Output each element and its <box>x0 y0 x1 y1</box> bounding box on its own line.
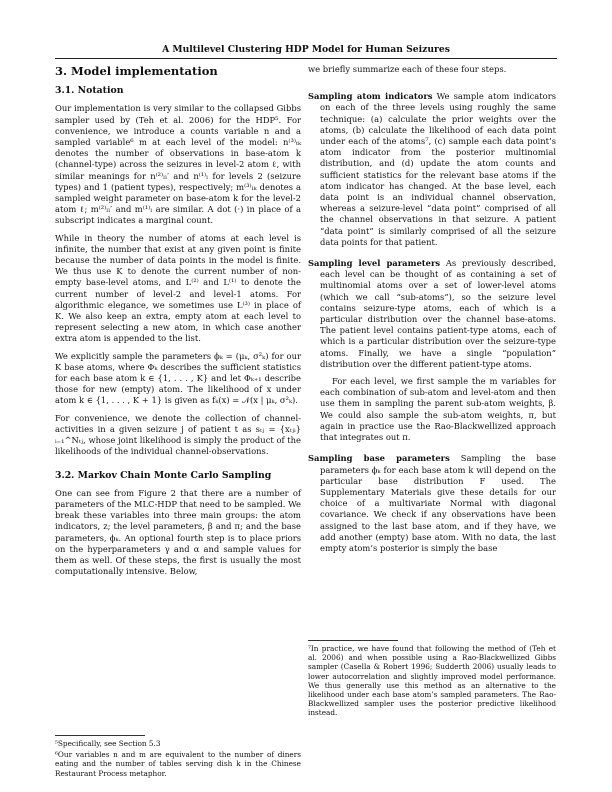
footnotes-left <box>55 735 301 780</box>
footnote-rule <box>55 735 145 736</box>
level-parameters-paragraph <box>308 258 556 370</box>
notation-paragraph-1: Our implementation is very similar to the collapsed Gibbs sampler used by (Teh et al. 2006) for the HDP⁵. For convenience, we introduce a counts variable n and a sampled variable⁶ m at each level of the model: n⁽³⁾ₜₖ denotes the number of observations in base-atom k (channel-type) across the seizures in level-2 atom ℓ, with similar meanings for n⁽²⁾ₗₗ′ and n⁽¹⁾ₗ for levels 2 (seizure types) and 1 (patient types), respectively; m⁽³⁾ₗₖ denotes a sampled weight parameter on base-atom k for the level-2 atom ℓ; m⁽²⁾ₗₗ′ and m⁽¹⁾ₗ are similar. A dot (·) in place of a subscript indicates a marginal count. <box>55 103 301 226</box>
notation-paragraph-2: While in theory the number of atoms at each level is infinite, the number that exist at any given point is finite because the number of data points in the model is finite. We thus use K to denote the current number of non-empty base-level atoms, and L⁽²⁾ and L⁽¹⁾ to denote the current number of level-2 and level-1 atoms. For algorithmic elegance, we sometimes use L⁽³⁾ in place of K. We also keep an extra, empty atom at each level to represent selecting a new atom, in which case another extra atom is appended to the list. <box>55 232 301 344</box>
footnote-7: ⁷In practice, we have found that following the method of (Teh et al. 2006) and when possible using a Rao-Blackwellized Gibbs sampler (Casella & Robert 1996; Sudderth 2006) usually leads to lower autocorrelation and slightly improved model performance. We thus generally use this method as an alternative to the likelihood under each base atom’s sampled parameters. The Rao-Blackwellized sampler uses the posterior predictive likelihood instead. <box>308 644 556 718</box>
section-title: 3. Model implementation <box>55 64 218 78</box>
left-column <box>55 64 301 583</box>
atom-indicators-paragraph <box>308 91 556 248</box>
right-column <box>308 64 556 560</box>
footnote-rule <box>308 640 398 641</box>
base-parameters-paragraph <box>308 453 556 554</box>
footnote-6: ⁶Our variables n and m are equivalent to the number of diners eating and the number of tables serving dish k in the Chinese Restaurant Process metaphor. <box>55 750 301 778</box>
subsection-mcmc-title: 3.2. Markov Chain Monte Carlo Sampling <box>55 469 272 481</box>
mcmc-paragraph-2: we briefly summarize each of these four steps. <box>308 64 507 74</box>
atom-indicators-heading: Sampling atom indicators <box>308 91 433 102</box>
running-head: A Multilevel Clustering HDP Model for Human Seizures <box>55 44 557 59</box>
level-parameters-heading: Sampling level parameters <box>308 258 441 269</box>
mcmc-paragraph-1: One can see from Figure 2 that there are a number of parameters of the MLC-HDP that need to be sampled. We break these variables into three main groups: the atom indicators, z; the level parameters, β and π; and the base parameters, ϕₖ. An optional fourth step is to place priors on the hyperparameters γ and α and sample values for them as well. Of these steps, the first is usually the most computationally intensive. Below, <box>55 487 301 577</box>
footnotes-right <box>308 640 556 720</box>
base-parameters-text: Sampling the base parameters ϕₖ for each base atom k will depend on the particular base distribution F used. The Supplementary Materials give these details for our choice of a multivariate Normal with diagonal covariance. We check if any observations have been assigned to the last base atom, and if they have, we add another (empty) base atom. With no data, the last empty atom’s posterior is simply the base <box>320 453 557 553</box>
level-parameters-paragraph-2: For each level, we first sample the m variables for each combination of sub-atom and level-atom and then use them in sampling the parent sub-atom weights, β. We could also sample the sub-atom weights, π, but again in practice use the Rao-Blackwellized approach that integrates out π. <box>320 376 556 443</box>
atom-indicators-text: We sample atom indicators on each of the three levels using roughly the same technique: (a) calculate the prior weights over the atoms, (b) calculate the likelihood of each data point under each of the atoms⁷, (c) sample each data point’s atom indicator from the posterior multinomial distribution, and (d) update the atom counts and sufficient statistics for the relevant base atoms if the atom indicator has changed. At the base level, each data point is an individual channel observation, whereas a seizure-level “data point” comprised of all the channel observations in that seizure. A patient “data point” is similarly comprised of all the seizure data points for that patient. <box>320 91 556 247</box>
notation-paragraph-3: We explicitly sample the parameters ϕₖ = (μₖ, σ²ₖ) for our K base atoms, where Φₖ describes the sufficient statistics for each base atom k ∈ {1, . . . , K} and let Φₖ₊₁ describe those for new (empty) atom. The likelihood of x under atom k ∈ {1, . . . , K + 1} is given as fₖ(x) = 𝒩(x | μₖ, σ²ₖ). <box>55 350 301 406</box>
base-parameters-heading: Sampling base parameters <box>308 453 450 464</box>
footnote-5: ⁵Specifically, see Section 5.3 <box>55 739 161 748</box>
subsection-notation-title: 3.1. Notation <box>55 85 124 97</box>
notation-paragraph-4: For convenience, we denote the collection of channel-activities in a given seizure j of patient t as sₜⱼ = {xₜⱼᵢ}ᵢ₌₁^Nₜⱼ, whose joint likelihood is simply the product of the likelihoods of the individual channel-observations. <box>55 412 301 457</box>
level-parameters-text: As previously described, each level can be thought of as containing a set of multinomial atoms over a set of lower-level atoms (which we call “sub-atoms”), so the seizure level contains seizure-type atoms, each of which is a particular distribution over the channel base-atoms. The patient level contains patient-type atoms, each of which is a particular distribution over the seizure-type atoms. Finally, we have a single “population” distribution over the different patient-type atoms. <box>320 258 556 369</box>
